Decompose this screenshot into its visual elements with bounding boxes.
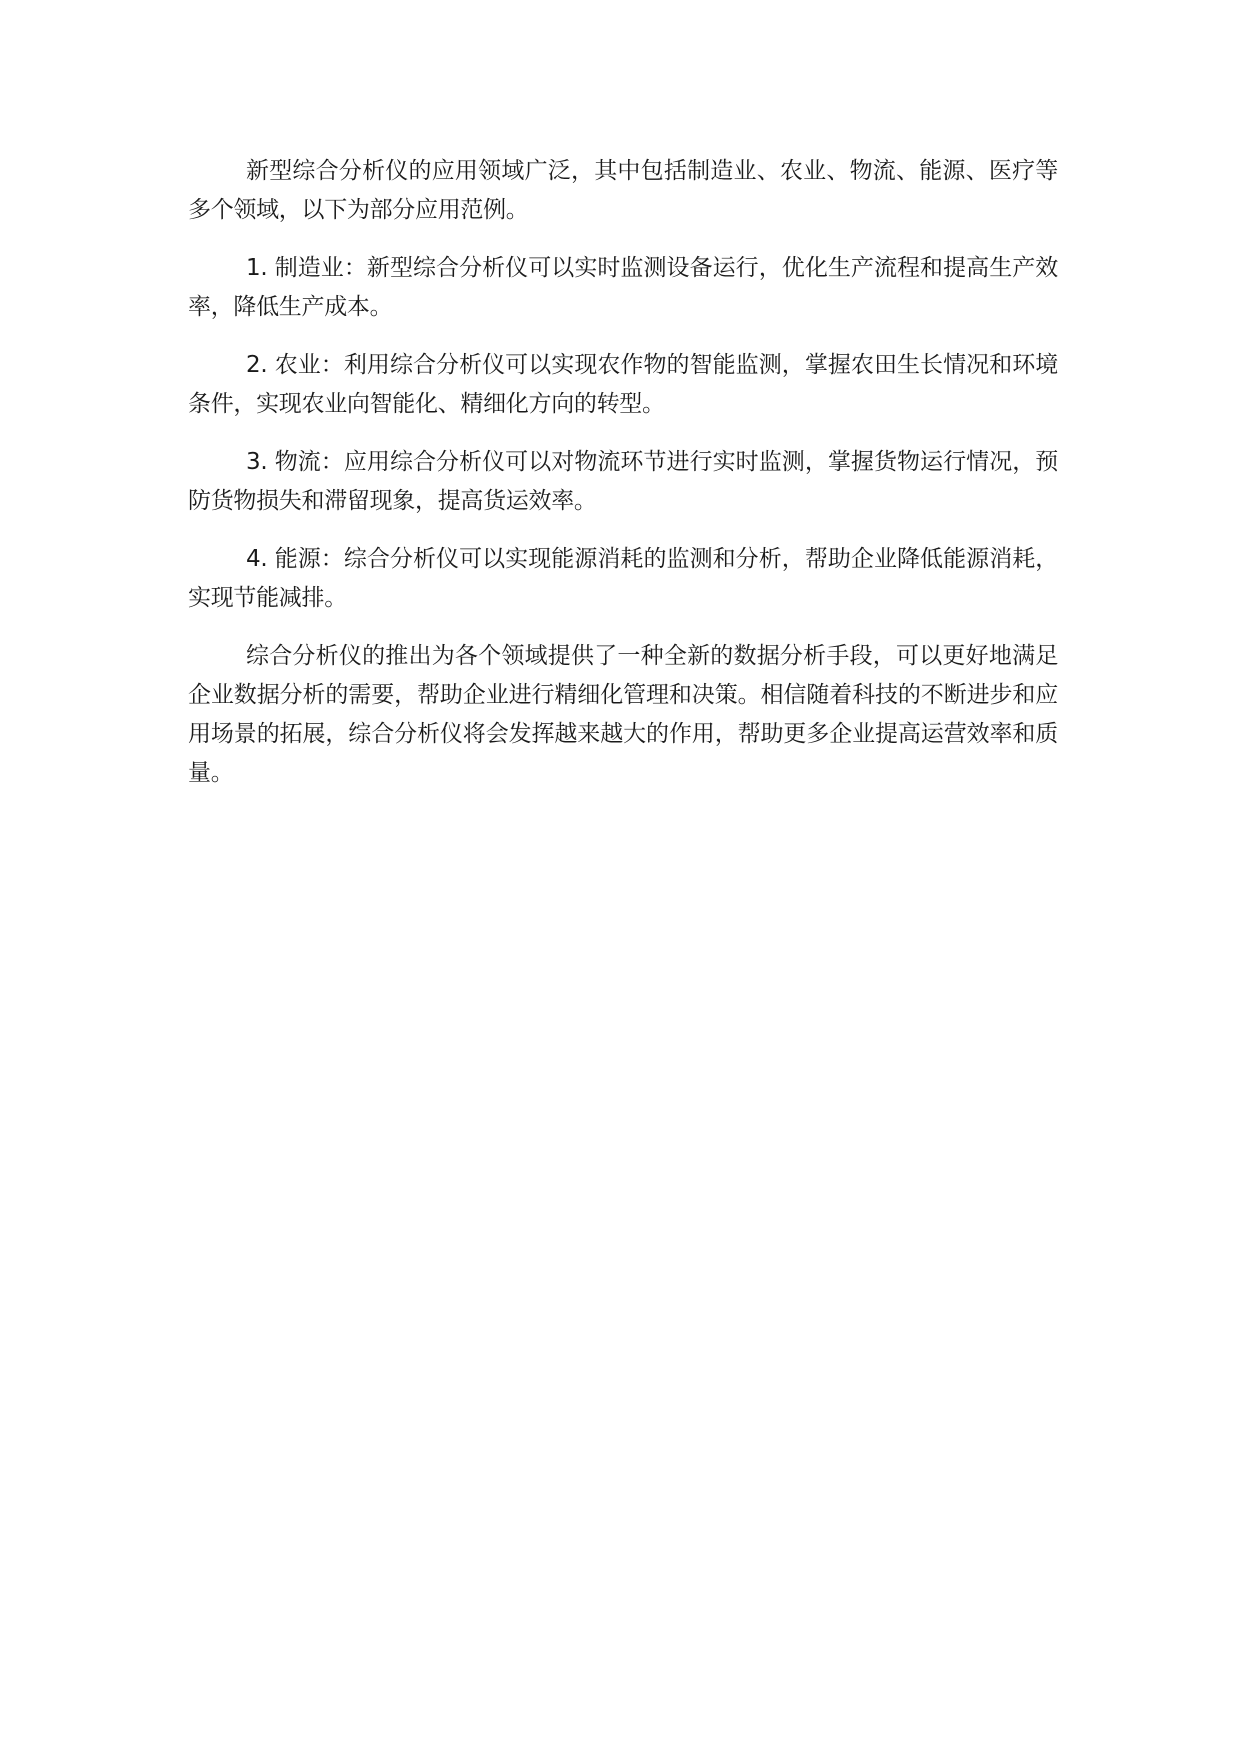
intro-paragraph: 新型综合分析仪的应用领域广泛，其中包括制造业、农业、物流、能源、医疗等多个领域，以下为部分应用范例。	[188, 158, 1058, 223]
conclusion-paragraph: 综合分析仪的推出为各个领域提供了一种全新的数据分析手段，可以更好地满足企业数据分析的需要，帮助企业进行精细化管理和决策。相信随着科技的不断进步和应用场景的拓展，综合分析仪将会发挥越来越大的作用，帮助更多企业提高运营效率和质量。	[188, 643, 1058, 786]
document-body	[188, 152, 1058, 812]
agriculture-paragraph: 2. 农业：利用综合分析仪可以实现农作物的智能监测，掌握农田生长情况和环境条件，实现农业向智能化、精细化方向的转型。	[188, 352, 1058, 417]
manufacturing-paragraph: 1. 制造业：新型综合分析仪可以实时监测设备运行，优化生产流程和提高生产效率，降低生产成本。	[188, 255, 1058, 320]
energy-paragraph: 4. 能源：综合分析仪可以实现能源消耗的监测和分析，帮助企业降低能源消耗，实现节能减排。	[188, 546, 1058, 611]
logistics-paragraph: 3. 物流：应用综合分析仪可以对物流环节进行实时监测，掌握货物运行情况，预防货物损失和滞留现象，提高货运效率。	[188, 449, 1058, 514]
